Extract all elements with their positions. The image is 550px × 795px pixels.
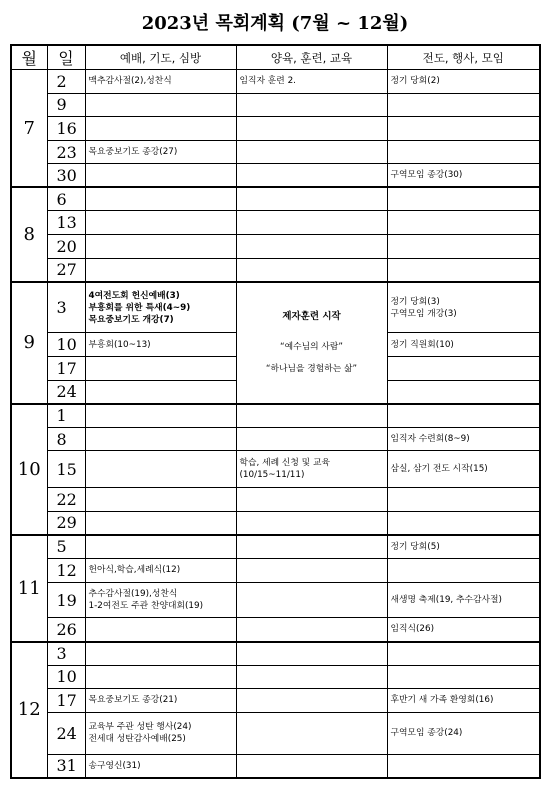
worship-cell (85, 235, 236, 259)
day-cell: 9 (47, 93, 85, 117)
worship-cell (85, 117, 236, 141)
header-events: 전도, 행사, 모임 (387, 45, 540, 70)
schedule-table (10, 44, 541, 779)
schedule-row (11, 582, 540, 618)
month-cell: 9 (11, 282, 47, 404)
events-cell (387, 187, 540, 211)
events-cell (387, 282, 540, 333)
training-cell (236, 754, 387, 778)
schedule-row (11, 258, 540, 282)
day-cell: 22 (47, 488, 85, 512)
training-quote-1: “예수님의 사람” (280, 341, 343, 352)
training-cell (236, 535, 387, 559)
entry-text: 정기 당회(5) (390, 541, 440, 552)
worship-cell (85, 451, 236, 488)
worship-cell (85, 404, 236, 428)
events-cell (387, 511, 540, 535)
schedule-row (11, 511, 540, 535)
training-cell (236, 488, 387, 512)
schedule-row (11, 282, 540, 333)
events-cell (387, 451, 540, 488)
schedule-row (11, 618, 540, 642)
worship-cell (85, 70, 236, 94)
entry-text: 정기 당회(2) (390, 76, 440, 87)
entry-text: 전세대 성탄감사예배(25) (88, 734, 186, 745)
entry-text: 맥추감사절(2),성찬식 (88, 76, 172, 87)
training-cell (236, 235, 387, 259)
day-cell: 24 (47, 712, 85, 754)
events-cell (387, 689, 540, 713)
worship-cell (85, 211, 236, 235)
entry-text: 송구영신(31) (88, 760, 141, 771)
day-cell: 17 (47, 357, 85, 381)
events-cell (387, 754, 540, 778)
month-cell: 7 (11, 70, 47, 188)
training-cell (236, 70, 387, 94)
events-cell (387, 712, 540, 754)
day-cell: 5 (47, 535, 85, 559)
entry-text: 1-2여전도 주관 찬양대회(19) (88, 601, 203, 612)
events-cell (387, 140, 540, 164)
entry-text: (10/15~11/11) (239, 470, 305, 481)
day-cell: 1 (47, 404, 85, 428)
training-cell (236, 404, 387, 428)
worship-cell (85, 665, 236, 689)
schedule-row (11, 211, 540, 235)
worship-cell (85, 642, 236, 666)
worship-cell (85, 333, 236, 357)
schedule-row (11, 712, 540, 754)
events-cell (387, 559, 540, 583)
entry-text: 새생명 축제(19, 추수감사절) (390, 595, 502, 606)
training-cell (236, 93, 387, 117)
schedule-row (11, 427, 540, 451)
day-cell: 10 (47, 333, 85, 357)
schedule-row (11, 559, 540, 583)
events-cell (387, 404, 540, 428)
training-quote-2: “하나님을 경험하는 삶” (265, 363, 358, 374)
month-cell: 8 (11, 187, 47, 281)
worship-cell (85, 93, 236, 117)
training-cell (236, 211, 387, 235)
training-cell (236, 117, 387, 141)
entry-text: 목요중보기도 종강(27) (88, 147, 178, 158)
day-cell: 3 (47, 642, 85, 666)
day-cell: 3 (47, 282, 85, 333)
worship-cell (85, 258, 236, 282)
events-cell (387, 93, 540, 117)
day-cell: 23 (47, 140, 85, 164)
training-cell (236, 712, 387, 754)
schedule-row (11, 535, 540, 559)
entry-text: 정기 당회(3) (390, 296, 440, 307)
day-cell: 24 (47, 380, 85, 404)
events-cell (387, 164, 540, 188)
training-cell (236, 618, 387, 642)
entry-text: 구역모임 개강(3) (390, 308, 457, 319)
schedule-row (11, 689, 540, 713)
training-cell (236, 258, 387, 282)
day-cell: 13 (47, 211, 85, 235)
schedule-row (11, 488, 540, 512)
schedule-row (11, 117, 540, 141)
worship-cell (85, 511, 236, 535)
entry-text: 추수감사절(19),성찬식 (88, 589, 178, 600)
worship-cell (85, 559, 236, 583)
schedule-body (11, 70, 540, 779)
events-cell (387, 333, 540, 357)
schedule-row (11, 451, 540, 488)
events-cell (387, 235, 540, 259)
events-cell (387, 70, 540, 94)
worship-cell (85, 140, 236, 164)
schedule-row (11, 754, 540, 778)
entry-text: 4여전도회 헌신예배(3) (88, 290, 180, 301)
day-cell: 16 (47, 117, 85, 141)
day-cell: 29 (47, 511, 85, 535)
schedule-row (11, 404, 540, 428)
month-cell: 11 (11, 535, 47, 642)
schedule-row (11, 164, 540, 188)
header-day: 일 (47, 45, 85, 70)
training-heading: 제자훈련 시작 (282, 310, 341, 322)
schedule-row (11, 93, 540, 117)
entry-text: 후반기 새 가족 환영회(16) (390, 695, 494, 706)
day-cell: 26 (47, 618, 85, 642)
entry-text: 정기 직원회(10) (390, 339, 454, 350)
schedule-row (11, 70, 540, 94)
training-cell (236, 689, 387, 713)
training-cell (236, 140, 387, 164)
events-cell (387, 618, 540, 642)
training-cell (236, 451, 387, 488)
events-cell (387, 427, 540, 451)
entry-text: 목요중보기도 개강(7) (88, 314, 174, 325)
worship-cell (85, 712, 236, 754)
training-cell (236, 665, 387, 689)
header-row (11, 45, 540, 70)
training-cell (236, 164, 387, 188)
training-cell (236, 427, 387, 451)
month-cell: 10 (11, 404, 47, 535)
worship-cell (85, 164, 236, 188)
entry-text: 임직자 훈련 2. (239, 76, 296, 87)
worship-cell (85, 618, 236, 642)
day-cell: 2 (47, 70, 85, 94)
entry-text: 교육부 주관 성탄 행사(24) (88, 722, 192, 733)
schedule-row (11, 235, 540, 259)
training-cell (236, 511, 387, 535)
entry-text: 임직식(26) (390, 624, 435, 635)
training-cell (236, 582, 387, 618)
events-cell (387, 642, 540, 666)
events-cell (387, 535, 540, 559)
header-training: 양육, 훈련, 교육 (236, 45, 387, 70)
worship-cell (85, 689, 236, 713)
entry-text: 헌아식,학습,세례식(12) (88, 565, 181, 576)
worship-cell (85, 427, 236, 451)
entry-text: 임직자 수련회(8~9) (390, 434, 470, 445)
events-cell (387, 380, 540, 404)
training-cell (236, 559, 387, 583)
day-cell: 12 (47, 559, 85, 583)
events-cell (387, 357, 540, 381)
header-month: 월 (11, 45, 47, 70)
events-cell (387, 665, 540, 689)
day-cell: 20 (47, 235, 85, 259)
worship-cell (85, 582, 236, 618)
worship-cell (85, 282, 236, 333)
schedule-row (11, 187, 540, 211)
entry-text: 삼실, 삼기 전도 시작(15) (390, 464, 488, 475)
header-worship: 예배, 기도, 심방 (85, 45, 236, 70)
day-cell: 6 (47, 187, 85, 211)
schedule-row (11, 140, 540, 164)
worship-cell (85, 754, 236, 778)
day-cell: 8 (47, 427, 85, 451)
training-cell (236, 187, 387, 211)
entry-text: 부흥회를 위한 특새(4~9) (88, 302, 191, 313)
training-block-cell (236, 282, 387, 404)
page-title: 2023년 목회계획 (7월 ~ 12월) (141, 13, 409, 34)
day-cell: 17 (47, 689, 85, 713)
events-cell (387, 211, 540, 235)
training-cell (236, 642, 387, 666)
entry-text: 목요중보기도 종강(21) (88, 695, 178, 706)
entry-text: 부흥회(10~13) (88, 339, 151, 350)
worship-cell (85, 187, 236, 211)
schedule-row (11, 665, 540, 689)
worship-cell (85, 488, 236, 512)
entry-text: 구역모임 종강(24) (390, 728, 463, 739)
events-cell (387, 488, 540, 512)
events-cell (387, 117, 540, 141)
events-cell (387, 258, 540, 282)
day-cell: 30 (47, 164, 85, 188)
day-cell: 27 (47, 258, 85, 282)
events-cell (387, 582, 540, 618)
entry-text: 구역모임 종강(30) (390, 170, 463, 181)
worship-cell (85, 380, 236, 404)
day-cell: 31 (47, 754, 85, 778)
entry-text: 학습, 세례 신청 및 교육 (239, 458, 330, 469)
day-cell: 10 (47, 665, 85, 689)
worship-cell (85, 535, 236, 559)
day-cell: 15 (47, 451, 85, 488)
month-cell: 12 (11, 642, 47, 778)
day-cell: 19 (47, 582, 85, 618)
schedule-row (11, 642, 540, 666)
worship-cell (85, 357, 236, 381)
